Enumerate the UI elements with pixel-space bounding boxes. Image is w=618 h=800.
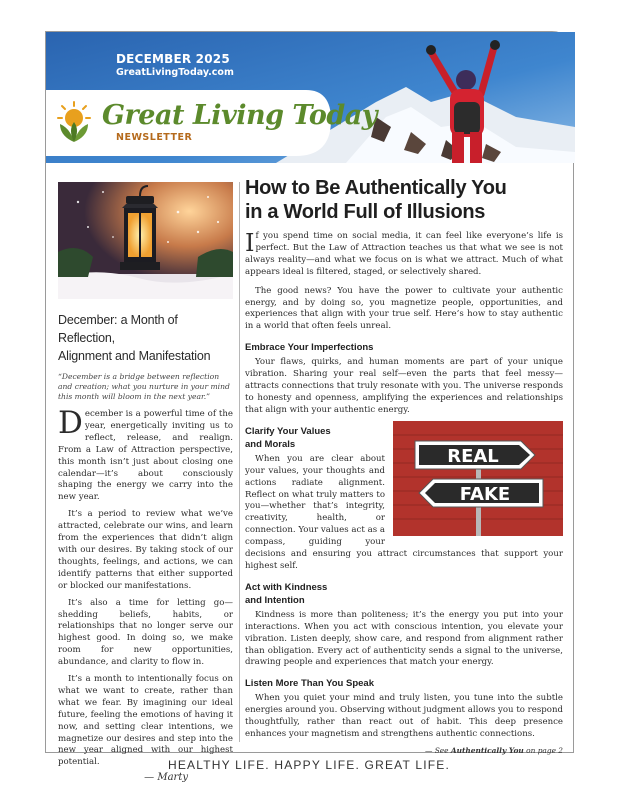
- column-divider: [239, 182, 240, 742]
- footer-tagline: HEALTHY LIFE. HAPPY LIFE. GREAT LIFE.: [167, 758, 451, 772]
- section-heading: Act with Kindness and Intention: [245, 581, 328, 606]
- article-paragraph: Your flaws, quirks, and human moments are part of your unique vibration. Sharing your real self—even the parts that feel messy—attracts connections that truly resonate with you. The universe responds to honesty and openness, amplifying the experiences and relationships that align with your authentic energy.: [245, 357, 563, 415]
- sidebar-paragraph: It’s also a time for letting go—shedding beliefs, habits, or relationships that no longer serve our highest good. In doing so, we make room for new opportunities, abundance, and clarity to flow in.: [58, 597, 233, 668]
- section-heading: Listen More Than You Speak: [245, 678, 374, 690]
- website-url[interactable]: GreatLivingToday.com: [116, 67, 234, 78]
- sign-fake-label: FAKE: [459, 483, 511, 505]
- article-paragraph: When you are clear about your values, your thoughts and actions radiate alignment. Reflect on what truly matters to you—whether that’s integrity, creativity, health, or connection. Your values act as a compass, guiding your decisions and ensuring you attract circumstances that support your highest self.: [245, 453, 563, 571]
- article-paragraph: Kindness is more than politeness; it’s the energy you put into your interactions. When you act with conscious intention, you elevate your vibration. Listen deeply, show care, and respond from alignment rather than obligation. Every act of authenticity sends a signal to the universe, drawing people and experiences that match your energy.: [245, 609, 563, 668]
- sidebar-paragraph: December is a powerful time of the year, energetically inviting us to reflect, release, and realign. From a Law of Attraction perspective, this month isn’t just about closing one calendar—it’s about consciously shaping the energy we carry into the new year.: [58, 405, 233, 503]
- section-heading: Clarify Your Values and Morals: [245, 425, 331, 450]
- sign-real-label: REAL: [447, 445, 499, 467]
- article-paragraph: When you quiet your mind and truly listen, you tune into the subtle energies around you. Observing without judgment allows you to respond thoughtfully, rather than react out of habit. This deep presence enhances your magnetism and strengthens authentic connections.: [245, 693, 563, 740]
- author-signature: — Marty: [144, 772, 188, 784]
- newsletter-logo-title: Great Living Today: [102, 100, 377, 131]
- article-paragraph: If you spend time on social media, it can feel like everyone’s life is perfect. But the Law of Attraction teaches us that what we see is not always reality—and what we focus on is what we attract. Much of what appears ideal is filtered, staged, or selectively shared.: [245, 229, 563, 277]
- sidebar-column: [58, 182, 233, 783]
- sidebar-paragraph: It’s a month to intentionally focus on what we want to create, rather than what we fear. By imagining our ideal future, feeling the emotions of having it now, and setting clear intentions, we magnetize our desires and step into the new year aligned with our highest potential.: [58, 674, 233, 768]
- continued-on-page-link[interactable]: — See Authentically You on page 2: [424, 746, 563, 755]
- newsletter-label: NEWSLETTER: [116, 132, 193, 143]
- sidebar-paragraph: It’s a period to review what we’ve attracted, celebrate our wins, and learn from the experiences that didn’t align with our desires. By taking stock of our thoughts, feelings, and actions, we can identify patterns that either supported or blocked our manifestations.: [58, 509, 233, 591]
- real-fake-sign-photo: [393, 421, 563, 536]
- newsletter-header: [46, 32, 573, 163]
- sidebar-quote: “December is a bridge between reflection and creation; what you nurture in your mind this month will bloom in the next year.”: [58, 372, 230, 401]
- article-paragraph: The good news? You have the power to cultivate your authentic energy, and by doing so, you magnetize people, opportunities, and experiences that align with your true self. Here’s how to stay authentic in a world that often feels unreal.: [245, 285, 563, 332]
- main-article: [245, 176, 563, 755]
- issue-date: DECEMBER 2025: [116, 52, 230, 66]
- lantern-snow-photo: [58, 182, 233, 299]
- section-heading: Embrace Your Imperfections: [245, 342, 374, 354]
- sidebar-title: December: a Month of Reflection, Alignment and Manifestation: [58, 313, 211, 363]
- article-title: How to Be Authentically You in a World Full of Illusions: [245, 177, 507, 223]
